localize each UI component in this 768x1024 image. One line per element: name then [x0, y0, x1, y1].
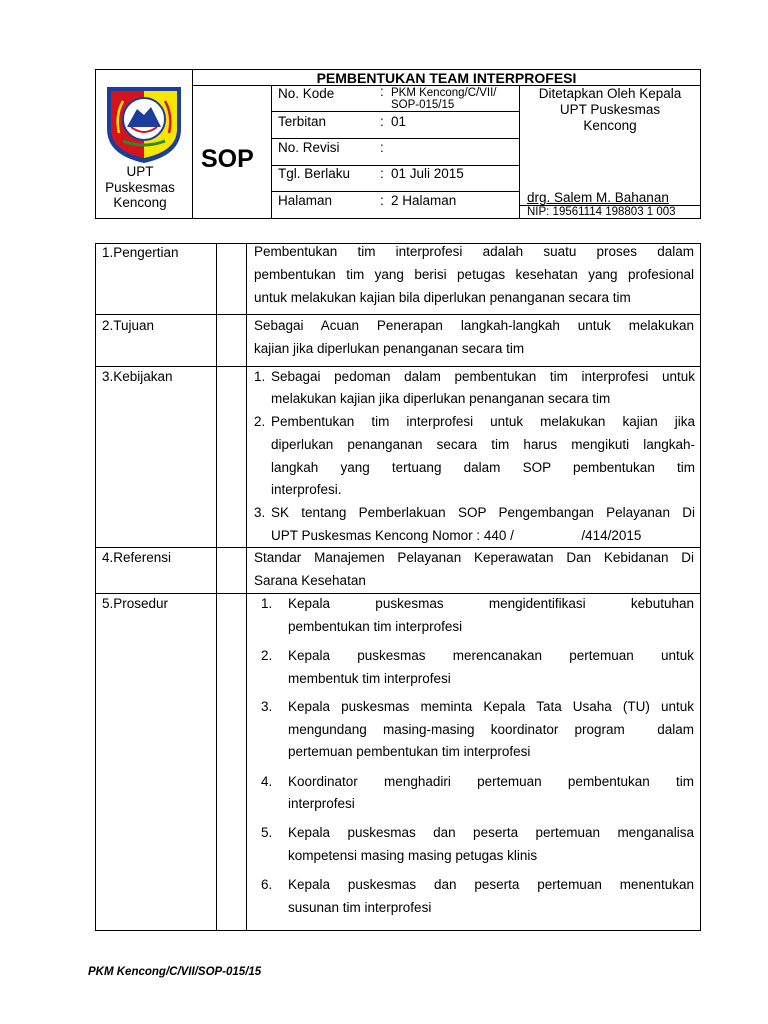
list-item-line: kompetensi masing masing petugas klinis	[288, 848, 538, 863]
list-item-line: mengundang masing-masing koordinator program dalam	[288, 722, 694, 737]
list-number: 3.	[254, 505, 266, 520]
approval-line-1: Ditetapkan Oleh Kepala	[538, 86, 682, 101]
approval-block	[519, 86, 701, 134]
field-label-terbitan: Terbitan	[278, 114, 327, 129]
list-item-line: diperlukan penanganan secara tim harus mengikuti langkah-	[271, 437, 695, 452]
document-title: PEMBENTUKAN TEAM INTERPROFESI	[316, 70, 577, 86]
field-value-kode-1: PKM Kencong/C/VII/	[391, 87, 497, 99]
text-line: Pembentukan tim interprofesi adalah suatu proses dalam	[254, 244, 694, 259]
list-item-line: langkah yang tertuang dalam SOP pembentukan tim	[271, 460, 695, 475]
list-item-line: Kepala puskesmas merencanakan pertemuan untuk	[288, 648, 694, 663]
field-sep-berlaku: :	[380, 166, 384, 181]
org-name	[92, 164, 188, 211]
field-sep-kode: :	[380, 84, 384, 99]
field-sep-terbitan: :	[380, 114, 384, 129]
org-line-3: Kencong	[113, 195, 167, 210]
list-item-line: UPT Puskesmas Kencong Nomor : 440 / /414/2015	[271, 528, 642, 543]
list-number: 1.	[261, 596, 273, 611]
list-item-line: Pembentukan tim interprofesi untuk melakukan kajian jika	[271, 414, 695, 429]
signatory-name: drg. Salem M. Bahanan	[527, 190, 669, 205]
policy-list	[254, 366, 695, 546]
list-item-line: interprofesi.	[271, 482, 342, 497]
list-number: 1.	[254, 369, 266, 384]
field-value-halaman: 2 Halaman	[391, 193, 457, 208]
list-item-line: pertemuan pembentukan tim interprofesi	[288, 744, 531, 759]
section-label-prosedur: 5.Prosedur	[102, 596, 169, 611]
list-item-line: pembentukan tim interprofesi	[288, 619, 463, 634]
list-item-line: Kepala puskesmas mengidentifikasi kebutuhan	[288, 596, 694, 611]
list-item-line: Koordinator menghadiri pertemuan pembentukan tim	[288, 774, 694, 789]
regency-emblem-logo	[105, 85, 183, 165]
procedure-list	[254, 593, 694, 928]
org-line-1: UPT	[126, 164, 154, 179]
text-line: kajian jika diperlukan penanganan secara tim	[254, 340, 525, 356]
list-number: 3.	[261, 699, 273, 714]
org-line-2: Puskesmas	[105, 179, 175, 195]
approval-line-2: UPT Puskesmas	[559, 102, 661, 117]
text-line: untuk melakukan kajian bila diperlukan penanganan secara tim	[254, 289, 631, 305]
field-sep-halaman: :	[380, 193, 384, 208]
field-label-kode: No. Kode	[278, 86, 335, 101]
list-item-line: Kepala puskesmas dan peserta pertemuan menganalisa	[288, 825, 694, 840]
list-number: 4.	[261, 774, 273, 789]
approval-line-3: Kencong	[583, 118, 637, 133]
section-label-referensi: 4.Referensi	[102, 550, 172, 565]
signatory-nip: NIP: 19561114 198803 1 003	[527, 206, 676, 218]
list-number: 2.	[254, 414, 266, 429]
section-text-referensi	[254, 547, 694, 593]
list-item-line: melakukan kajian jika diperlukan penanganan secara tim	[271, 391, 611, 406]
field-label-revisi: No. Revisi	[278, 140, 340, 155]
section-text-tujuan	[254, 315, 694, 361]
list-item-line: interprofesi	[288, 796, 355, 811]
field-value-berlaku: 01 Juli 2015	[391, 166, 464, 181]
field-value-terbitan: 01	[391, 114, 407, 129]
list-item-line: membentuk tim interprofesi	[288, 671, 451, 686]
doc-type-label: SOP	[201, 145, 254, 173]
section-label-kebijakan: 3.Kebijakan	[102, 369, 173, 384]
field-sep-revisi: :	[380, 140, 384, 155]
list-number: 2.	[261, 648, 273, 663]
field-label-halaman: Halaman	[278, 193, 333, 208]
list-item-line: susunan tim interprofesi	[288, 900, 432, 915]
section-label-pengertian: 1.Pengertian	[102, 245, 179, 260]
page-footer-code: PKM Kencong/C/VII/SOP-015/15	[88, 966, 262, 978]
text-line: pembentukan tim yang berisi petugas kesehatan yang profesional	[254, 266, 694, 282]
text-line: Sarana Kesehatan	[254, 572, 366, 588]
list-item-line: Kepala puskesmas dan peserta pertemuan menentukan	[288, 877, 694, 892]
list-item-line: Kepala puskesmas meminta Kepala Tata Usaha (TU) untuk	[288, 699, 694, 714]
section-label-tujuan: 2.Tujuan	[102, 318, 155, 333]
text-line: Standar Manajemen Pelayanan Keperawatan Dan Kebidanan Di	[254, 550, 694, 565]
text-line: Sebagai Acuan Penerapan langkah-langkah untuk melakukan	[254, 318, 694, 333]
list-item-line: SK tentang Pemberlakuan SOP Pengembangan Pelayanan Di	[271, 505, 695, 520]
list-number: 5.	[261, 825, 273, 840]
list-number: 6.	[261, 877, 273, 892]
section-text-pengertian	[254, 241, 694, 309]
field-value-kode-2: SOP-015/15	[391, 99, 455, 111]
field-label-berlaku: Tgl. Berlaku	[278, 166, 351, 181]
list-item-line: Sebagai pedoman dalam pembentukan tim interprofesi untuk	[271, 369, 695, 384]
